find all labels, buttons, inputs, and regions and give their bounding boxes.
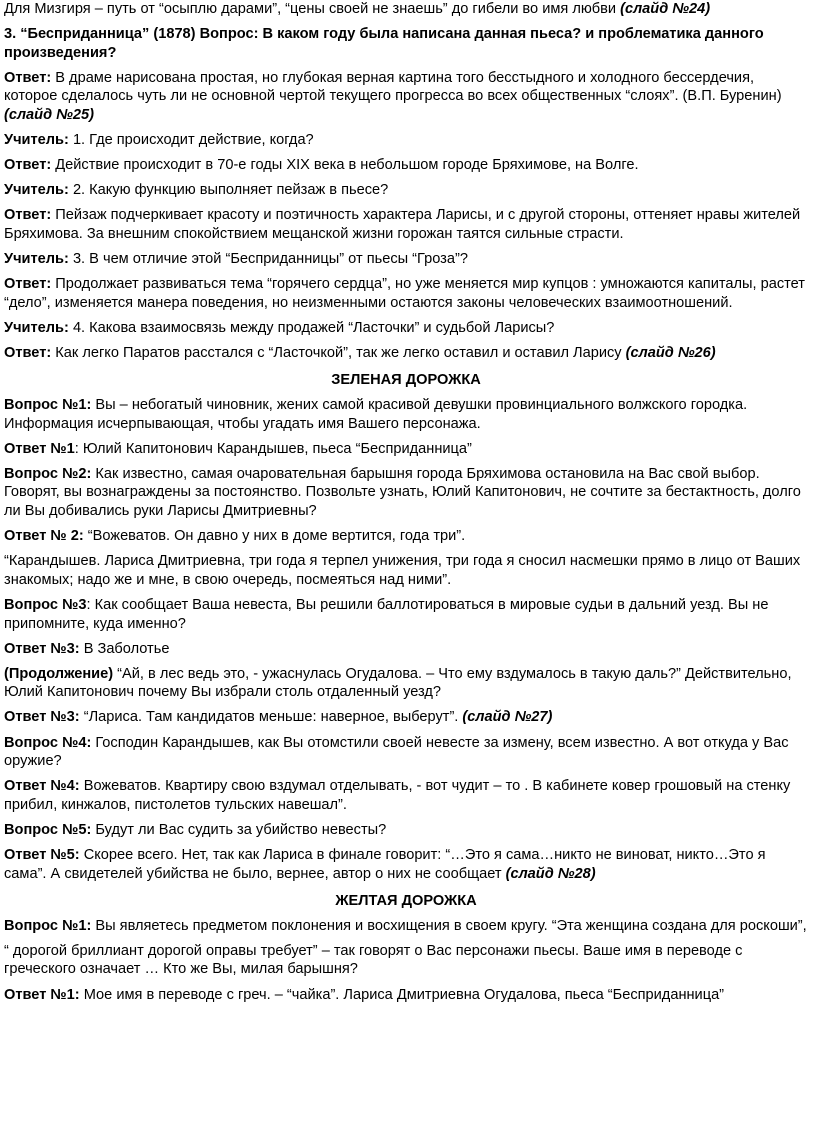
answer-label: Ответ: — [4, 276, 52, 293]
section-heading-green: ЗЕЛЕНАЯ ДОРОЖКА — [331, 372, 481, 388]
quiz-question — [4, 821, 808, 840]
quiz-question — [4, 917, 808, 936]
teacher-label: Учитель: — [4, 319, 69, 336]
quiz-question — [4, 396, 808, 433]
answer-paragraph — [4, 344, 808, 363]
answer-paragraph — [4, 69, 808, 125]
question-text: Будут ли Вас судить за убийство невесты? — [91, 821, 387, 838]
quiz-answer — [4, 440, 808, 459]
paragraph-mizgir — [4, 0, 808, 19]
answer-label: Ответ №5: — [4, 846, 80, 863]
question-text: Как известно, самая очаровательная барышня города Бряхимова остановила на Вас свой выбор. Говорят, вы вознаграждены за постоянство. Позвольте узнать, Юлий Капитонович, не сочтите за бестактность, долго ли Вы добивались руки Ларисы Дмитриевны? — [4, 465, 801, 520]
answer-label: Ответ №1 — [4, 440, 75, 457]
slide-ref: (слайд №25) — [4, 106, 94, 123]
slide-ref: (слайд №24) — [620, 1, 711, 17]
quote-paragraph: “Карандышев. Лариса Дмитриевна, три года я терпел унижения, три года я сносил насмешки прямо в лицо от Ваших знакомых; надо же и мне, в свою очередь, посмеяться над ними”. — [4, 553, 801, 588]
quiz-answer — [4, 986, 808, 1005]
question-text: Господин Карандышев, как Вы отомстили своей невесте за измену, всем известно. А вот откуда у Вас оружие? — [4, 734, 789, 770]
answer-text: Продолжает развиваться тема “горячего сердца”, но уже меняется мир купцов : умножаются капиталы, растет “дело”, изменяется манера поведения, но неизменными остаются законы человеческих взаимоотношений. — [4, 276, 805, 311]
answer-label: Ответ № 2: — [4, 528, 84, 545]
answer-label: Ответ №3: — [4, 640, 80, 657]
question-text: Вы являетесь предметом поклонения и восхищения в своем кругу. “Эта женщина создана для роскоши”, — [91, 917, 807, 934]
answer-text: В Заболотье — [79, 640, 170, 657]
question-text: 3. В чем отличие этой “Бесприданницы” от пьесы “Гроза”? — [68, 251, 468, 268]
quiz-answer — [4, 708, 808, 727]
question-label: Вопрос №5: — [4, 821, 92, 838]
answer-text: “Лариса. Там кандидатов меньше: наверное, выберут”. — [79, 709, 463, 726]
continuation-label: (Продолжение) — [4, 665, 114, 682]
quiz-answer — [4, 640, 808, 659]
answer-text: Скорее всего. Нет, так как Лариса в финале говорит: “…Это я сама…никто не виноват, никто…Это я сама”. А свидетелей убийства не было, вернее, автор о них не сообщает — [4, 846, 766, 882]
section-heading-yellow: ЖЕЛТАЯ ДОРОЖКА — [335, 892, 477, 909]
teacher-question — [4, 181, 808, 200]
continuation-text: “Ай, в лес ведь это, - ужаснулась Огудалова. – Что ему вздумалось в такую даль?” Действительно, Юлий Капитонович почему Вы избрали столь отдаленный уезд? — [4, 665, 792, 701]
answer-label: Ответ №4: — [4, 778, 80, 795]
answer-label: Ответ: — [4, 69, 52, 86]
answer-text: Действие происходит в 70-е годы XIX века в небольшом городе Бряхимове, на Волге. — [51, 157, 639, 174]
answer-label: Ответ: — [4, 207, 52, 224]
paragraph-text: Для Мизгиря – путь от “осыплю дарами”, “цены своей не знаешь” до гибели во имя любви — [4, 1, 621, 17]
continuation-paragraph — [4, 665, 808, 702]
teacher-question — [4, 319, 808, 338]
question-text: 1. Где происходит действие, когда? — [68, 132, 314, 149]
question-heading: 3. “Бесприданница” (1878) Вопрос: В каком году была написана данная пьеса? и проблематика данного произведения? — [4, 26, 764, 61]
quiz-answer — [4, 846, 808, 883]
quiz-question — [4, 465, 808, 521]
question-text: : Как сообщает Ваша невеста, Вы решили баллотироваться в мировые судьи в дальний уезд. Вы не припомните, куда именно? — [4, 596, 769, 632]
answer-label: Ответ №1: — [4, 986, 80, 1003]
slide-ref: (слайд №26) — [625, 344, 716, 361]
answer-text: В драме нарисована простая, но глубокая верная картина того бесстыдного и холодного бессердечия, которое сделалось чуть ли не основной чертой текущего прогресса во всех общественных “слоях”. (В.П. Буренин) — [4, 69, 782, 105]
answer-paragraph — [4, 156, 808, 175]
teacher-question — [4, 131, 808, 150]
slide-ref: (слайд №28) — [505, 865, 596, 882]
question-label: Вопрос №1: — [4, 917, 92, 934]
answer-label: Ответ №3: — [4, 709, 80, 726]
answer-label: Ответ: — [4, 157, 52, 174]
quiz-question — [4, 596, 808, 633]
question-text: 4. Какова взаимосвязь между продажей “Ласточки” и судьбой Ларисы? — [68, 319, 555, 336]
question-label: Вопрос №2: — [4, 465, 92, 482]
question-text: 2. Какую функцию выполняет пейзаж в пьесе? — [68, 182, 389, 199]
quiz-answer — [4, 527, 808, 546]
quiz-question — [4, 734, 808, 771]
question-label: Вопрос №3 — [4, 596, 87, 613]
quiz-answer — [4, 777, 808, 814]
answer-text: Как легко Паратов расстался с “Ласточкой”, так же легко оставил и оставил Ларису — [51, 344, 626, 361]
answer-text: Мое имя в переводе с греч. – “чайка”. Лариса Дмитриевна Огудалова, пьеса “Бесприданница” — [79, 986, 725, 1003]
question-label: Вопрос №4: — [4, 734, 92, 751]
teacher-label: Учитель: — [4, 132, 69, 149]
quote-paragraph: “ дорогой бриллиант дорогой оправы требует” – так говорят о Вас персонажи пьесы. Ваше имя в переводе с греческого означает … Кто же Вы, милая барышня? — [4, 942, 743, 978]
answer-text: Вожеватов. Квартиру свою вздумал отделывать, - вот чудит – то . В кабинете ковер грошовый на стенку прибил, кинжалов, пистолетов тульских навешал”. — [4, 778, 791, 813]
question-text: Вы – небогатый чиновник, жених самой красивой девушки провинциального волжского городка. Информация исчерпывающая, чтобы угадать имя Вашего персонажа. — [4, 397, 748, 432]
answer-text: Пейзаж подчеркивает красоту и поэтичность характера Ларисы, и с другой стороны, оттеняет нравы жителей Бряхимова. За внешним спокойствием мещанской жизни горожан таятся сильные страсти. — [4, 207, 801, 242]
teacher-label: Учитель: — [4, 182, 69, 199]
answer-label: Ответ: — [4, 344, 52, 361]
answer-paragraph — [4, 206, 808, 243]
answer-paragraph — [4, 275, 808, 312]
slide-ref: (слайд №27) — [462, 709, 553, 726]
teacher-question — [4, 250, 808, 269]
teacher-label: Учитель: — [4, 251, 69, 268]
question-label: Вопрос №1: — [4, 397, 92, 414]
answer-text: : Юлий Капитонович Карандышев, пьеса “Бесприданница” — [74, 440, 472, 457]
answer-text: “Вожеватов. Он давно у них в доме вертится, года три”. — [83, 528, 466, 545]
